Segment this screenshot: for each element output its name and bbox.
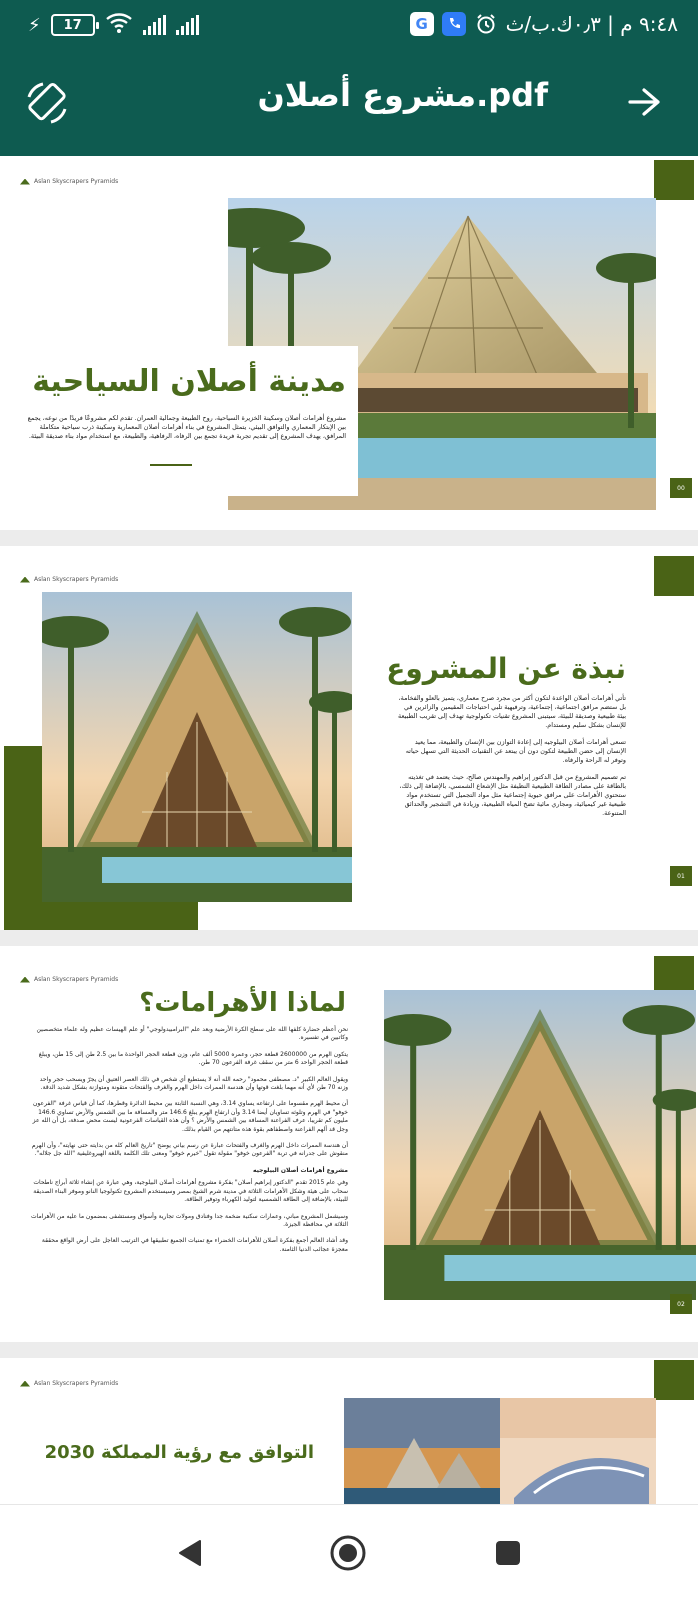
back-button[interactable]	[620, 78, 668, 126]
body-paragraph: ويقول العالم الكبير "د. مصطفى محمود" رحمه الله أنه لا يستطيع أي شخص في ذلك العصر العتيق أن يجرّ ويسحب حجر واحد وزنه 70 طن لأي أنه مهما بلغت قوتها وأن هندسة الممرات داخل الهرم والغرف والفتحات متقونة ومتوازنة بشكل شديد الدقة.	[39, 1075, 348, 1092]
page-number: 01	[670, 866, 692, 886]
signal-icon	[143, 15, 166, 35]
brand-logo-icon	[20, 577, 30, 583]
nav-home-icon	[328, 1533, 368, 1573]
body-paragraph: وسيشمل المشروع مباني، وعمارات سكنية ضخمة جدا وفنادق ومولات تجارية وأسواق ومستشفى بمضمون ما عليه من الأهرامات الثلاثة في محافظة الجيزة.	[30, 1212, 348, 1228]
brand-text: Aslan Skyscrapers Pyramids	[34, 178, 119, 185]
screen-rotate-icon	[23, 79, 71, 127]
body-paragraph: تسعى أهرامات أصلان البيلوجيه إلى إعادة التوازن بين الإنسان والطبيعة، مما يعيد الإنسان إلى حضن الطبيعة لتكون دون أن يبتعد عن التقنيات الحديثة التي تسهل حياته وتوفر له الراحة والرفاه.	[405, 738, 626, 764]
city-collage-image	[344, 1398, 656, 1504]
arrow-back-icon	[626, 87, 662, 117]
brand-logo-icon	[20, 1381, 30, 1387]
body-paragraph: وقد أشاد العالم أجمع بفكرة أصلان للأهرامات الخضراء مع تمنيات الجميع تطبيقها في الترتيب العاجل على أرض الواقع محققة معجزة عجائب الدنيا الثامنة.	[41, 1237, 348, 1253]
charging-icon: ⚡	[28, 14, 41, 36]
nav-home-button[interactable]	[328, 1533, 368, 1573]
wifi-icon	[105, 12, 133, 38]
brand-text: Aslan Skyscrapers Pyramids	[34, 1380, 119, 1387]
nav-recents-button[interactable]	[488, 1533, 528, 1573]
corner-accent	[654, 556, 694, 596]
page-title: التوافق مع رؤية المملكة 2030	[44, 1442, 314, 1463]
page-body: مشروع أهرامات أصلان وسكينة الخزيرة السياحية، روح الطبيعة وجمالية العمران. تقدم لكم مشروعًا فريدًا من نوعه، يجمع بين الإبتكار المعماري والتوافق البيئي، يتمثل المشروع في بناء أهرامات أصلان المعمارية وسكينة ذرب سياحية متكاملة المرافق، يهدف المشروع إلى تقديم تجربة فريدة تجمع بين الرفاه، الرفاهية، والطبيعة، مع استخدام مواد بناء صديقة البيئة.	[27, 414, 346, 440]
app-icon	[442, 12, 466, 36]
pdf-page-4	[0, 1358, 698, 1504]
page-body	[396, 694, 626, 826]
page-body	[30, 1026, 348, 1262]
nav-back-button[interactable]	[170, 1533, 210, 1573]
body-subheading: مشروع أهرامات أصلان البيلوجيه	[252, 1166, 348, 1174]
app-bar	[0, 48, 698, 156]
body-paragraph: تأتي أهرامات أصلان الواعدة لتكون أكثر من مجرد صرح معماري، يتميز بالعلو والفخامة، بل ستضم مرافق اجتماعية، إجتماعية، وترفيهية تلبي احتياجات المقيمين والزائرين في بيئة طبيعية وصديقة للبيئة، سيتبنى المشروع تقنيات تكنولوجية تهدف إلى تقريب الطبيعة للإنسان بشكل سليم ومستدام.	[398, 694, 626, 729]
pdf-page-1	[0, 156, 698, 530]
brand-label	[20, 178, 118, 185]
alarm-icon	[474, 12, 498, 36]
page-number: 02	[670, 1294, 692, 1314]
pdf-page-2	[0, 546, 698, 930]
status-time: ٩:٤٨ م | ٠٫٣ك.ب/ث	[505, 12, 678, 36]
brand-label	[20, 976, 118, 983]
brand-text: Aslan Skyscrapers Pyramids	[34, 576, 119, 583]
brand-text: Aslan Skyscrapers Pyramids	[34, 976, 119, 983]
page-number: 00	[670, 478, 692, 498]
page-title: مدينة أصلان السياحية	[32, 364, 346, 399]
brand-logo-icon	[20, 977, 30, 983]
body-paragraph: وفي عام 2015 تقدم "الدكتور إبراهيم أصلان" بفكرة مشروع أهرامات أصلان البيلوجية، وهي عبارة عن إنشاء ثلاثة أبراج ناطحات سحاب على هيئة وشكل الأهرامات الثلاثة في مدينة شرم الشيخ بمصر وسيستخدم المشروع تكنولوجيا النانو وموفر البناء الصديقة للبيئة، بالإضافة إلى الطاقة الشمسية لتوليد الكهرباء وتوفير الطاقة.	[33, 1179, 348, 1204]
status-bar	[0, 0, 698, 48]
battery-icon	[51, 14, 95, 36]
document-title: مشروع أصلان.pdf	[257, 76, 548, 114]
signal-icon-2	[176, 15, 199, 35]
page-title: نبذة عن المشروع	[386, 652, 626, 685]
body-paragraph: أن هندسة الممرات داخل الهرم والغرف والفتحات عبارة عن رسم بياني يوضح "تاريخ العالم كله من بدايته حتى نهايته"، وأن الهرم منقوش على جدرانه في تربة "الفرعون خوفو" مقولة تقول "خيرم خوفو" ومعنى تلك الكلمة باللغة الهيروغليفية "الله جل جلاله".	[31, 1142, 348, 1158]
title-underline	[150, 464, 192, 466]
brand-label	[20, 1380, 118, 1387]
navigation-bar	[0, 1504, 698, 1600]
google-icon: G	[410, 12, 434, 36]
nav-recents-icon	[493, 1538, 523, 1568]
pyramid-garden-image	[384, 990, 696, 1300]
rotate-button[interactable]	[22, 78, 72, 128]
body-paragraph: يتكون الهرم من 2600000 قطعة حجر، وعمره 5000 ألف عام، وزن قطعة الحجر الواحدة ما بين 2.5 طن إلى 15 طن، ويبلغ قطعة الحجر الواحد 6 متر من سقف غرفة الفرعون 70 طن.	[38, 1050, 348, 1067]
pdf-page-3	[0, 946, 698, 1342]
brand-logo-icon	[20, 179, 30, 185]
pyramid-garden-image	[42, 592, 352, 902]
corner-accent	[654, 160, 694, 200]
body-paragraph: تم تصميم المشروع من قبل الدكتور إبراهيم والمهندس صالح، حيث يعتمد في تغذيته بالطاقة على مصادر الطاقة الطبيعية النظيفة مثل الإشعاع الشمسي، بالإضافة إلى ذلك، ستحتوي الأهرامات على مرافق حيوية إجتماعية مثل مواد التجميل التي تستخدم مواد طبيعية غير كيميائية، ومجاري مائية تضخ المياه الطبيعية، وزيادة في التشجير والحدائق المتنوعة.	[399, 773, 626, 817]
body-paragraph: نحن أعظم حضارة كلفها الله على سطح الكرة الأرضية وبعد علم "البرامبيدولوجي" أو علم الهيسات عظيم وله علماء متخصصين وكاتبين في تفسيره.	[36, 1026, 348, 1042]
page-title: لماذا الأهرامات؟	[139, 988, 346, 1018]
status-left	[28, 12, 199, 38]
body-paragraph: أن محيط الهرم مقسوما على ارتفاعه يساوي 3.14، وهي النسبة الثابتة بين محيط الدائرة وقطرها، كما أن قياس غرفة "الفرعون خوفو" في الهرم وتلوثه تساويان أيضا 3.14 وأن ارتفاع الهرم يبلغ 146.6 متر والمسافة ما بين الشمس والأرض تساوي 146.6 مليون كم تقريبا، عرف الفراعنة المسافة بين الشمس والأرض ؟ وأن هذه القياسات الفرعونية ليست محض صدفة، بل أن الله عز وجل قد ألهم الفراعنة واصطفاهم بقوة هذه متانتهم من القيام بذلك.	[32, 1100, 348, 1133]
status-right	[410, 12, 678, 36]
corner-accent	[654, 1360, 694, 1400]
pdf-viewer[interactable]	[0, 156, 698, 1504]
brand-label	[20, 576, 118, 583]
nav-back-icon	[176, 1538, 204, 1568]
battery-level: 17	[63, 17, 82, 33]
